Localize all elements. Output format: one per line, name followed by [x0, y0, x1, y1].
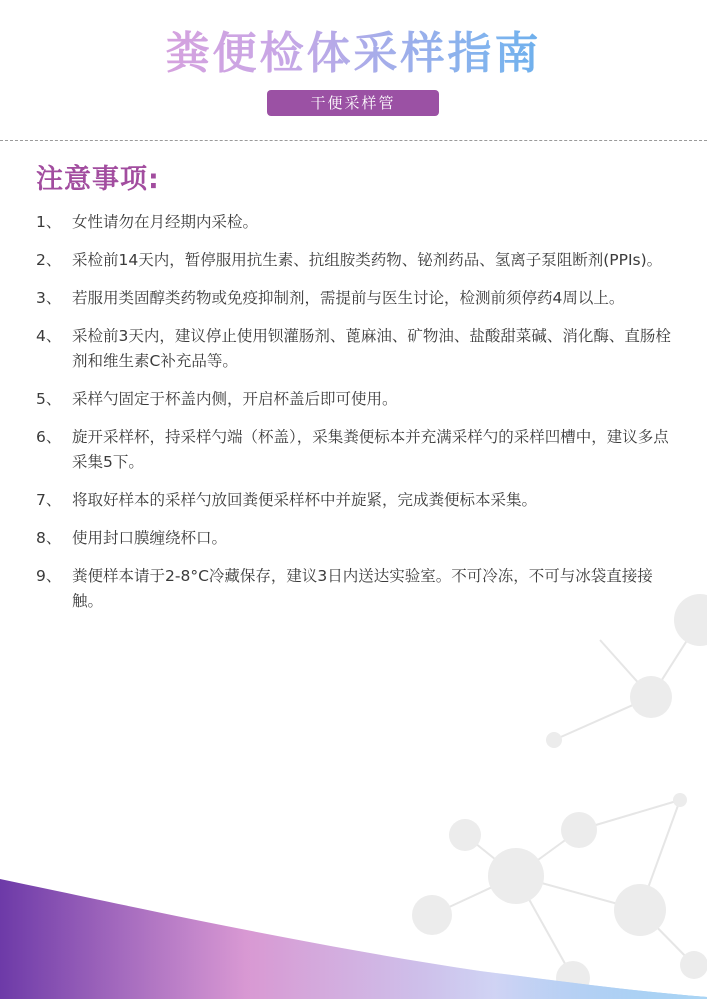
item-number: 6、	[36, 428, 62, 446]
notes-heading: 注意事项:	[36, 164, 160, 195]
list-item	[36, 324, 676, 374]
item-text: 将取好样本的采样勺放回粪便采样杯中并旋紧，完成粪便标本采集。	[72, 491, 538, 509]
page-title: 粪便检体采样指南	[0, 22, 707, 86]
item-text: 粪便样本请于2-8°C冷藏保存，建议3日内送达实验室。不可冷冻，不可与冰袋直接接触。	[72, 567, 653, 610]
item-number: 1、	[36, 213, 62, 231]
item-text: 采检前14天内，暂停服用抗生素、抗组胺类药物、铋剂药品、氢离子泵阻断剂(PPIs)。	[72, 251, 663, 269]
item-number: 7、	[36, 491, 62, 509]
notes-list	[36, 210, 676, 627]
dashed-divider	[0, 140, 707, 141]
list-item	[36, 564, 676, 614]
list-item	[36, 248, 676, 273]
bottom-gradient-band	[0, 869, 707, 999]
item-text: 采样勺固定于杯盖内侧，开启杯盖后即可使用。	[72, 390, 398, 408]
item-number: 4、	[36, 327, 62, 345]
item-number: 2、	[36, 251, 62, 269]
subtitle-badge: 干便采样管	[267, 90, 439, 116]
list-item	[36, 526, 676, 551]
item-text: 女性请勿在月经期内采检。	[72, 213, 259, 231]
item-text: 采检前3天内，建议停止使用钡灌肠剂、蓖麻油、矿物油、盐酸甜菜碱、消化酶、直肠栓剂和维生素C补充品等。	[72, 327, 671, 370]
list-item	[36, 387, 676, 412]
item-number: 5、	[36, 390, 62, 408]
list-item	[36, 488, 676, 513]
item-text: 旋开采样杯，持采样勺端（杯盖），采集粪便标本并充满采样勺的采样凹槽中，建议多点采集5下。	[72, 428, 669, 471]
list-item	[36, 425, 676, 475]
item-text: 使用封口膜缠绕杯口。	[72, 529, 228, 547]
item-number: 9、	[36, 567, 62, 585]
item-text: 若服用类固醇类药物或免疫抑制剂，需提前与医生讨论，检测前须停药4周以上。	[72, 289, 625, 307]
list-item	[36, 286, 676, 311]
list-item	[36, 210, 676, 235]
item-number: 3、	[36, 289, 62, 307]
item-number: 8、	[36, 529, 62, 547]
